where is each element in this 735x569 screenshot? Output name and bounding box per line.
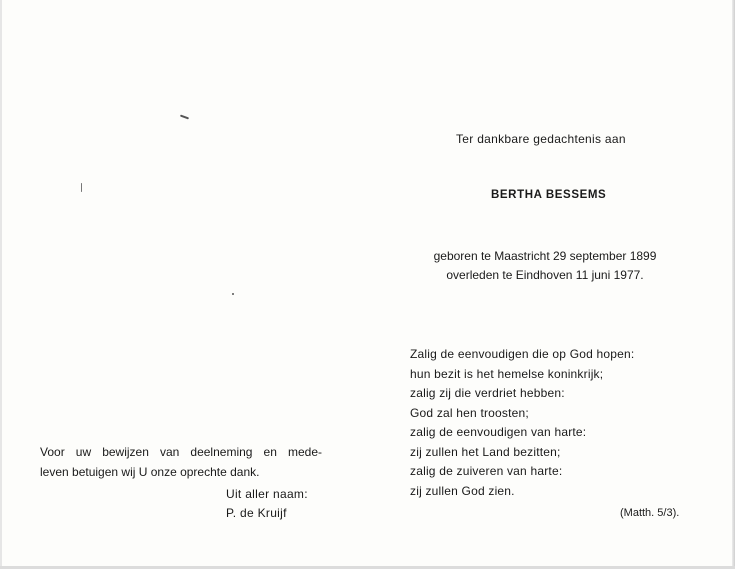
intro-text: Ter dankbare gedachtenis aan <box>456 132 626 146</box>
paper-speck <box>232 293 234 295</box>
verse-line: hun bezit is het hemelse koninkrijk; <box>410 366 604 381</box>
thanks-line: Voor uw bewijzen van deelneming en mede- <box>40 445 322 459</box>
deceased-name: BERTHA BESSEMS <box>491 189 607 201</box>
verse-line: Zalig de eenvoudigen die op God hopen: <box>410 347 635 361</box>
life-dates <box>420 247 670 285</box>
thanks-line: leven betuigen wij U onze oprechte dank. <box>40 464 260 479</box>
card-left-edge <box>0 0 2 569</box>
beatitudes-verse <box>410 345 634 501</box>
verse-line: zij zullen het Land bezitten; <box>410 444 561 459</box>
paper-speck <box>81 183 82 192</box>
thanks-paragraph <box>40 443 322 482</box>
verse-line: God zal hen troosten; <box>410 405 529 420</box>
death-line: overleden te Eindhoven 11 juni 1977. <box>446 268 644 282</box>
birth-line: geboren te Maastricht 29 september 1899 <box>433 249 657 263</box>
bible-reference: (Matth. 5/3). <box>620 507 680 519</box>
signature-label: Uit aller naam: <box>226 487 308 501</box>
verse-line: zalig de zuiveren van harte: <box>410 464 563 478</box>
paper-speck <box>180 115 189 120</box>
verse-line: zalig de eenvoudigen van harte: <box>410 425 587 439</box>
signature-name: P. de Kruijf <box>226 506 287 520</box>
verse-line: zalig zij die verdriet hebben: <box>410 386 565 400</box>
verse-line: zij zullen God zien. <box>410 483 515 498</box>
